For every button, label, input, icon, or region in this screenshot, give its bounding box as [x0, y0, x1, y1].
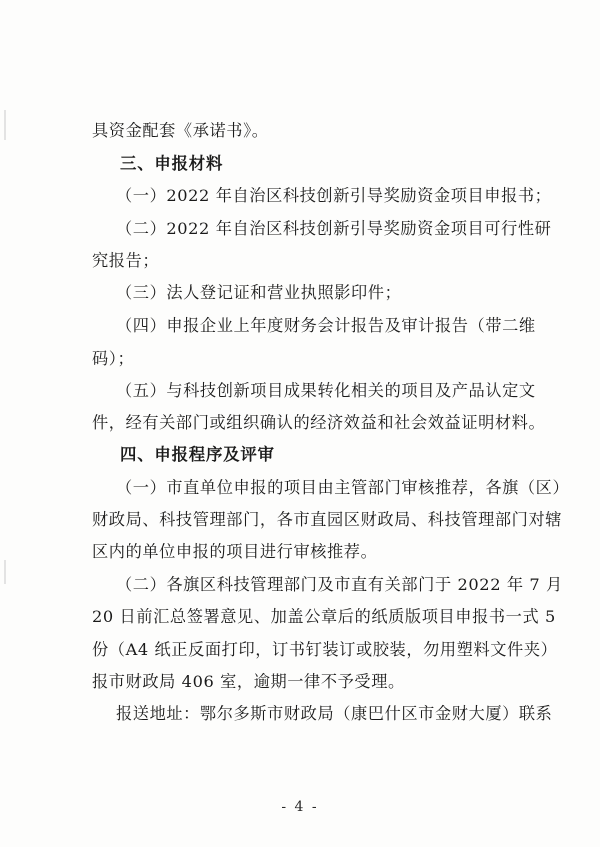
text-line: 份（A4 纸正反面打印，订书钉装订或胶装，勿用塑料文件夹）: [92, 640, 558, 659]
text-line: （二）2022 年自治区科技创新引导奖励资金项目可行性研: [116, 219, 552, 238]
text-line: 究报告；: [92, 251, 160, 270]
text-line: 区内的单位申报的项目进行审核推荐。: [92, 542, 378, 561]
section-heading: 四、申报程序及评审: [120, 445, 275, 464]
text-line: 具资金配套《承诺书》。: [92, 121, 269, 140]
text-line: 财政局、科技管理部门，各市直园区财政局、科技管理部门对辖: [92, 510, 563, 529]
text-line: 件，经有关部门或组织确认的经济效益和社会效益证明材料。: [92, 413, 546, 432]
page-number: - 4 -: [281, 799, 319, 815]
text-line: （三）法人登记证和营业执照影印件；: [116, 283, 402, 302]
text-line: 码）；: [92, 349, 135, 368]
text-line: （四）申报企业上年度财务会计报告及审计报告（带二维: [116, 316, 536, 335]
text-line: 20 日前汇总签署意见、加盖公章后的纸质版项目申报书一式 5: [92, 607, 556, 626]
text-line: （一）2022 年自治区科技创新引导奖励资金项目申报书；: [116, 186, 552, 205]
text-line: （五）与科技创新项目成果转化相关的项目及产品认定文: [116, 381, 536, 400]
text-line: 报送地址：鄂尔多斯市财政局（康巴什区市金财大厦）联系: [116, 704, 553, 723]
text-line: （二）各旗区科技管理部门及市直有关部门于 2022 年 7 月: [116, 575, 563, 594]
scan-edge-mark: [4, 560, 6, 584]
section-heading: 三、申报材料: [120, 154, 224, 173]
text-line: （一）市直单位申报的项目由主管部门审核推荐，各旗（区）: [116, 478, 570, 497]
text-line: 报市财政局 406 室，逾期一律不予受理。: [92, 672, 405, 691]
scan-edge-mark: [4, 110, 6, 140]
